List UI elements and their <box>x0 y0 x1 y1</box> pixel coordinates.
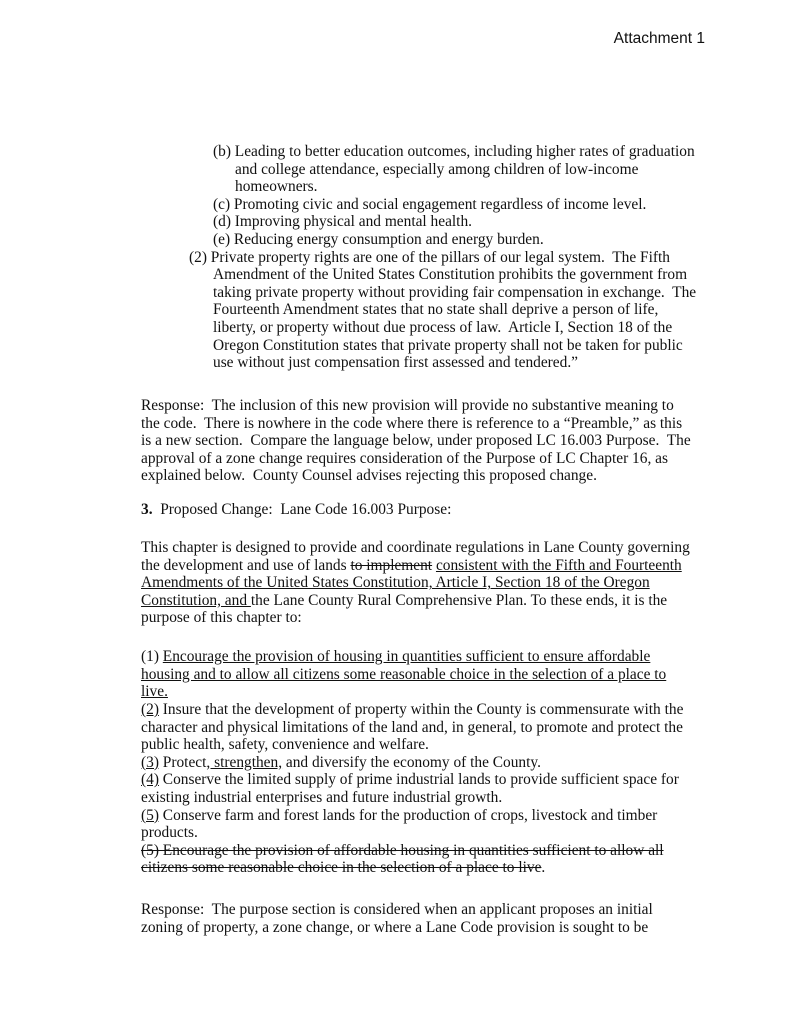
text-line <box>141 397 691 415</box>
text-line <box>141 683 666 701</box>
text-line <box>141 574 690 592</box>
text-line <box>141 319 696 337</box>
text-line <box>141 450 691 468</box>
text-line <box>141 824 683 842</box>
text-run: 3. <box>141 501 153 518</box>
text-run: and diversify the economy of the County. <box>282 753 541 771</box>
inserted-text: Amendments of the United States Constitution, Article I, Section 18 of the Oregon <box>141 574 650 592</box>
text-run: is a new section. Compare the language below, under proposed LC 16.003 Purpose. The <box>141 432 691 450</box>
text-run: homeowners. <box>235 178 318 196</box>
text-line <box>141 754 683 772</box>
text-run: Amendment of the United States Constitution prohibits the government from <box>213 266 688 284</box>
text-run: (1) <box>141 648 163 665</box>
text-line <box>141 842 683 860</box>
text-run: Response: The inclusion of this new provision will provide no substantive meaning to <box>141 397 674 414</box>
text-line <box>141 901 653 919</box>
text-line <box>141 161 696 179</box>
text-line <box>141 859 683 877</box>
inserted-text: (2) <box>141 701 159 718</box>
text-line <box>141 284 696 302</box>
purpose-intro <box>141 539 690 627</box>
text-line <box>141 301 696 319</box>
text-line <box>141 249 696 267</box>
text-run: Conserve the limited supply of prime industrial lands to provide sufficient space for <box>158 771 679 789</box>
text-run: (d) Improving physical and mental health. <box>213 213 473 231</box>
text-line <box>141 213 696 231</box>
text-run: liberty, or property without due process of law. Article I, Section 18 of the <box>213 318 673 336</box>
deleted-text: citizens some reasonable choice in the selection of a place to live <box>141 859 542 877</box>
inserted-text: housing and to allow all citizens some reasonable choice in the selection of a place to <box>141 665 667 683</box>
text-line <box>141 196 696 214</box>
text-run: public health, safety, convenience and welfare. <box>141 736 429 754</box>
purpose-item-1 <box>141 648 666 701</box>
text-run: purpose of this chapter to: <box>141 609 302 627</box>
text-run: Protect <box>158 753 207 771</box>
purpose-items <box>141 701 683 877</box>
text-run: and college attendance, especially among children of low-income <box>235 160 639 178</box>
text-run: Proposed Change: Lane Code 16.003 Purpose: <box>152 501 452 518</box>
text-run: Insure that the development of property within the County is commensurate with the <box>158 701 684 718</box>
text-line <box>141 666 666 684</box>
text-run: . <box>541 859 546 877</box>
text-line <box>141 178 696 196</box>
text-run: approval of a zone change requires consideration of the Purpose of LC Chapter 16, as <box>141 449 668 467</box>
text-line <box>141 789 683 807</box>
text-line <box>141 648 666 666</box>
text-run: the code. There is nowhere in the code where there is reference to a “Preamble,” as this <box>141 414 683 432</box>
text-line <box>141 736 683 754</box>
text-line <box>141 539 690 557</box>
text-line <box>141 231 696 249</box>
text-run: (c) Promoting civic and social engagement regardless of income level. <box>213 195 647 213</box>
text-run: zoning of property, a zone change, or where a Lane Code provision is sought to be <box>141 918 649 936</box>
deleted-text: (5) Encourage the provision of affordable housing in quantities sufficient to allow all <box>141 841 664 859</box>
text-run: character and physical limitations of the land and, in general, to promote and protect the <box>141 718 683 736</box>
inserted-text: (3) <box>141 753 159 771</box>
response-2 <box>141 901 653 936</box>
inserted-text: Constitution, and <box>141 591 251 609</box>
text-line <box>141 807 683 825</box>
inserted-text: live. <box>141 683 168 701</box>
inserted-text: , strengthen, <box>206 753 283 771</box>
response-1 <box>141 397 691 485</box>
text-run: products. <box>141 824 198 842</box>
inserted-text: (5) <box>141 806 159 824</box>
text-run: Conserve farm and forest lands for the production of crops, livestock and timber <box>158 806 658 824</box>
text-line <box>141 771 683 789</box>
text-run: This chapter is designed to provide and coordinate regulations in Lane County governing <box>141 539 690 556</box>
text-line <box>141 415 691 433</box>
text-line <box>141 143 696 161</box>
text-line <box>141 467 691 485</box>
text-run: Response: The purpose section is considered when an applicant proposes an initial <box>141 901 653 918</box>
text-run: the development and use of lands <box>141 556 351 574</box>
text-run: taking private property without providing fair compensation in exchange. The <box>213 283 697 301</box>
text-run: Oregon Constitution states that private property shall not be taken for public <box>213 336 683 354</box>
text-line <box>141 701 683 719</box>
text-line <box>141 592 690 610</box>
text-run: (b) Leading to better education outcomes, including higher rates of graduation <box>213 143 695 160</box>
text-line <box>141 719 683 737</box>
text-line <box>141 432 691 450</box>
text-run: (e) Reducing energy consumption and energy burden. <box>213 230 544 248</box>
text-run: the Lane County Rural Comprehensive Plan. To these ends, it is the <box>250 591 668 609</box>
text-run: use without just compensation first assessed and tendered.” <box>213 354 579 372</box>
deleted-text: to implement <box>350 556 433 574</box>
preamble-list <box>141 143 696 372</box>
text-line <box>141 501 451 519</box>
text-line <box>141 919 653 937</box>
inserted-text: Encourage the provision of housing in quantities sufficient to ensure affordable <box>162 648 651 665</box>
text-line <box>141 337 696 355</box>
text-line <box>141 354 696 372</box>
text-run: explained below. County Counsel advises rejecting this proposed change. <box>141 467 597 485</box>
text-line <box>141 609 690 627</box>
text-line <box>141 266 696 284</box>
proposed-change-heading <box>141 501 451 519</box>
attachment-header: Attachment 1 <box>613 30 705 47</box>
inserted-text: (4) <box>141 771 159 789</box>
text-run: existing industrial enterprises and future industrial growth. <box>141 788 503 806</box>
text-run: (2) Private property rights are one of the pillars of our legal system. The Fifth <box>189 248 670 266</box>
text-run: Fourteenth Amendment states that no state shall deprive a person of life, <box>213 301 659 319</box>
inserted-text: consistent with the Fifth and Fourteenth <box>435 556 682 574</box>
text-line <box>141 557 690 575</box>
